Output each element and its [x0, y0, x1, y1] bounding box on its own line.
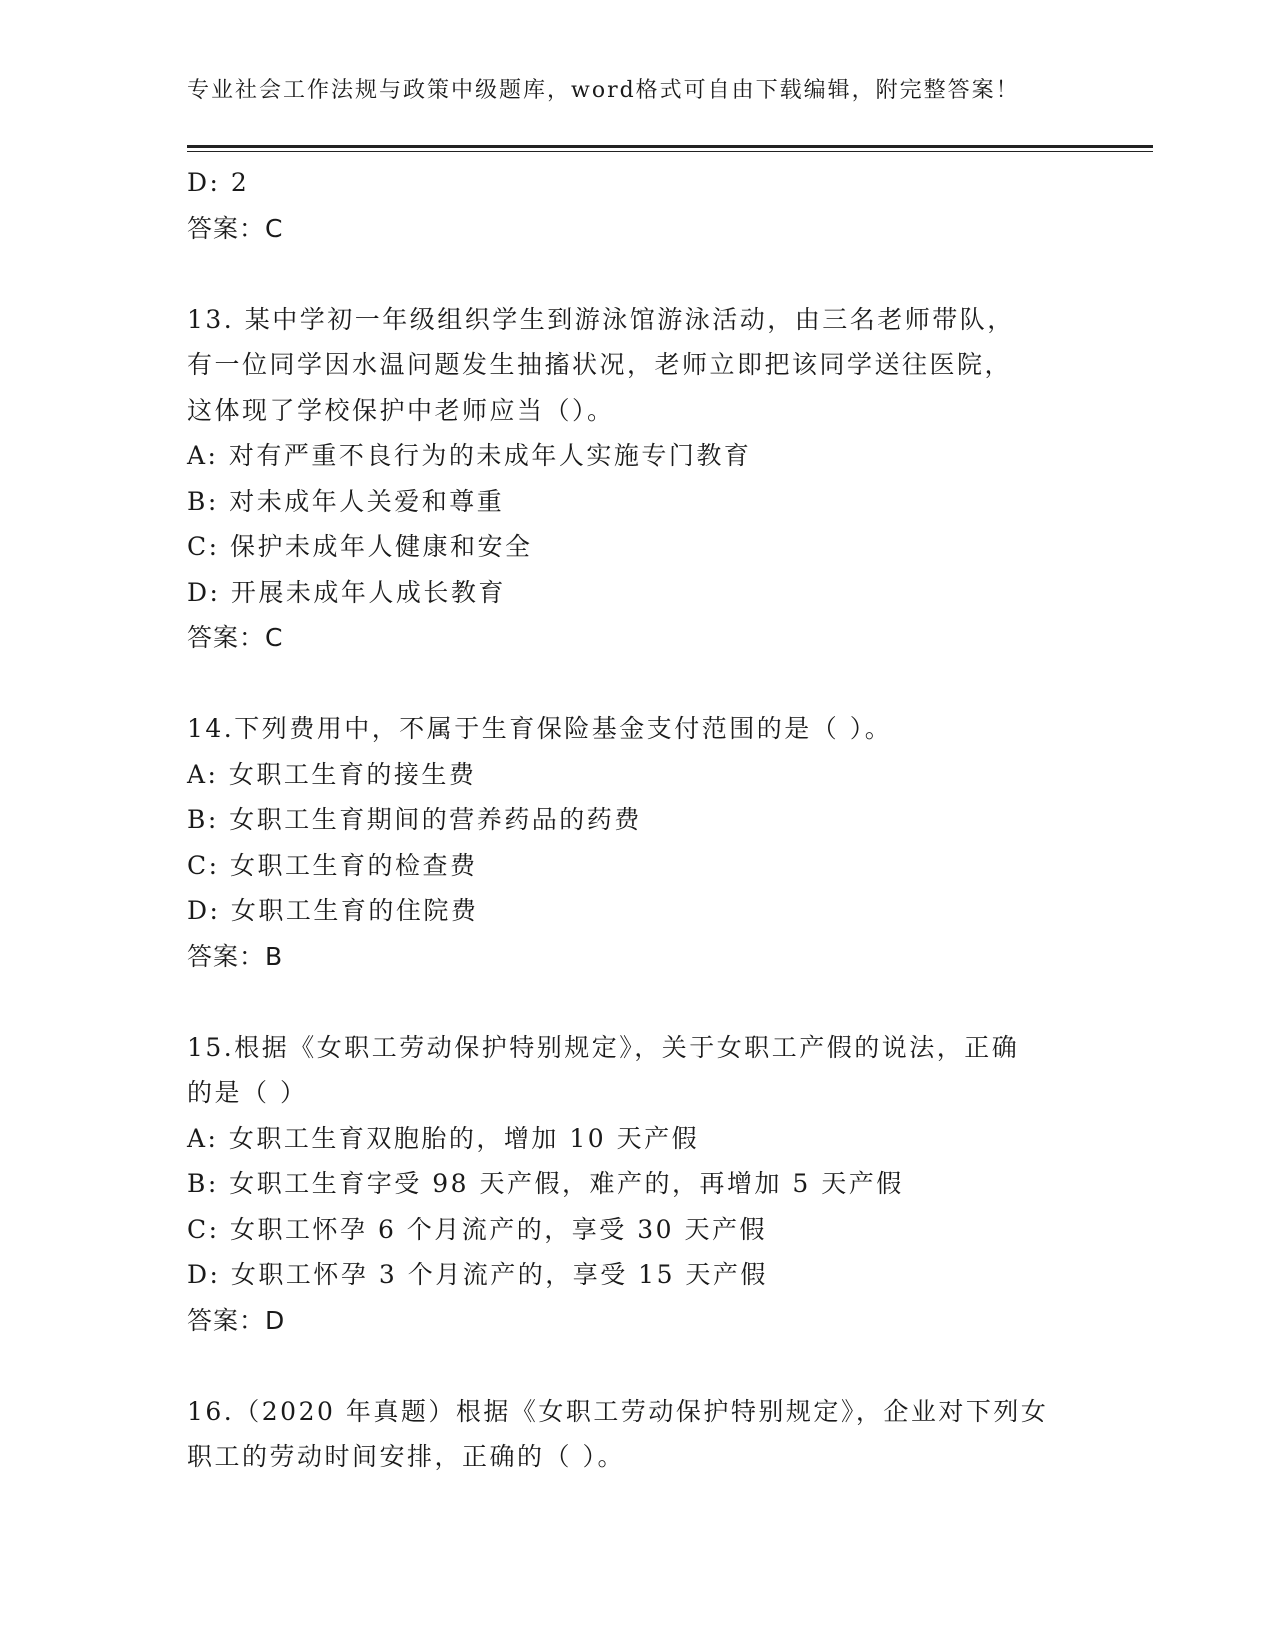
option-b: B: 女职工生育期间的营养药品的药费: [187, 805, 642, 834]
answer-line: 答案：B: [187, 941, 284, 971]
option-a: A: 女职工生育的接生费: [187, 759, 477, 789]
document-body: [187, 160, 1087, 1480]
option-d: D: 2: [187, 168, 250, 197]
question-13: [187, 297, 1087, 661]
option-c: C: 保护未成年人健康和安全: [187, 532, 533, 561]
question-stem-line: 13. 某中学初一年级组织学生到游泳馆游泳活动，由三名老师带队，: [187, 304, 1015, 334]
answer-line: 答案：D: [187, 1305, 286, 1335]
question-stem-line: 14.下列费用中，不属于生育保险基金支付范围的是（ ）。: [187, 714, 893, 743]
question-stem-line: 的是（ ）: [187, 1078, 308, 1107]
question-15: [187, 1025, 1087, 1344]
option-c: C: 女职工怀孕 6 个月流产的，享受 30 天产假: [187, 1214, 768, 1244]
answer-line: 答案：C: [187, 213, 284, 243]
page-header: 专业社会工作法规与政策中级题库，word格式可自由下载编辑，附完整答案！: [187, 78, 1020, 103]
option-a: A: 女职工生育双胞胎的，增加 10 天产假: [187, 1123, 700, 1153]
question-14: [187, 706, 1087, 979]
header-rule-thick: [187, 145, 1153, 148]
question-stem-line: 15.根据《女职工劳动保护特别规定》，关于女职工产假的说法，正确: [187, 1032, 1020, 1062]
option-a: A: 对有严重不良行为的未成年人实施专门教育: [187, 441, 752, 470]
option-d: D: 开展未成年人成长教育: [187, 577, 506, 607]
question-stem-line: 16.（2020 年真题）根据《女职工劳动保护特别规定》，企业对下列女: [187, 1396, 1049, 1426]
question-stem-line: 这体现了学校保护中老师应当（）。: [187, 395, 615, 425]
answer-line: 答案：C: [187, 623, 284, 652]
option-b: B: 女职工生育字受 98 天产假，难产的，再增加 5 天产假: [187, 1169, 904, 1198]
question-stem-line: 职工的劳动时间安排，正确的（ ）。: [187, 1442, 625, 1471]
question-16: [187, 1389, 1087, 1480]
header-rule-thin: [187, 151, 1153, 152]
question-stem-line: 有一位同学因水温问题发生抽搐状况，老师立即把该同学送往医院，: [187, 350, 1013, 379]
option-d: D: 女职工怀孕 3 个月流产的，享受 15 天产假: [187, 1260, 768, 1289]
option-b: B: 对未成年人关爱和尊重: [187, 486, 505, 516]
option-d: D: 女职工生育的住院费: [187, 896, 479, 925]
option-c: C: 女职工生育的检查费: [187, 850, 478, 880]
